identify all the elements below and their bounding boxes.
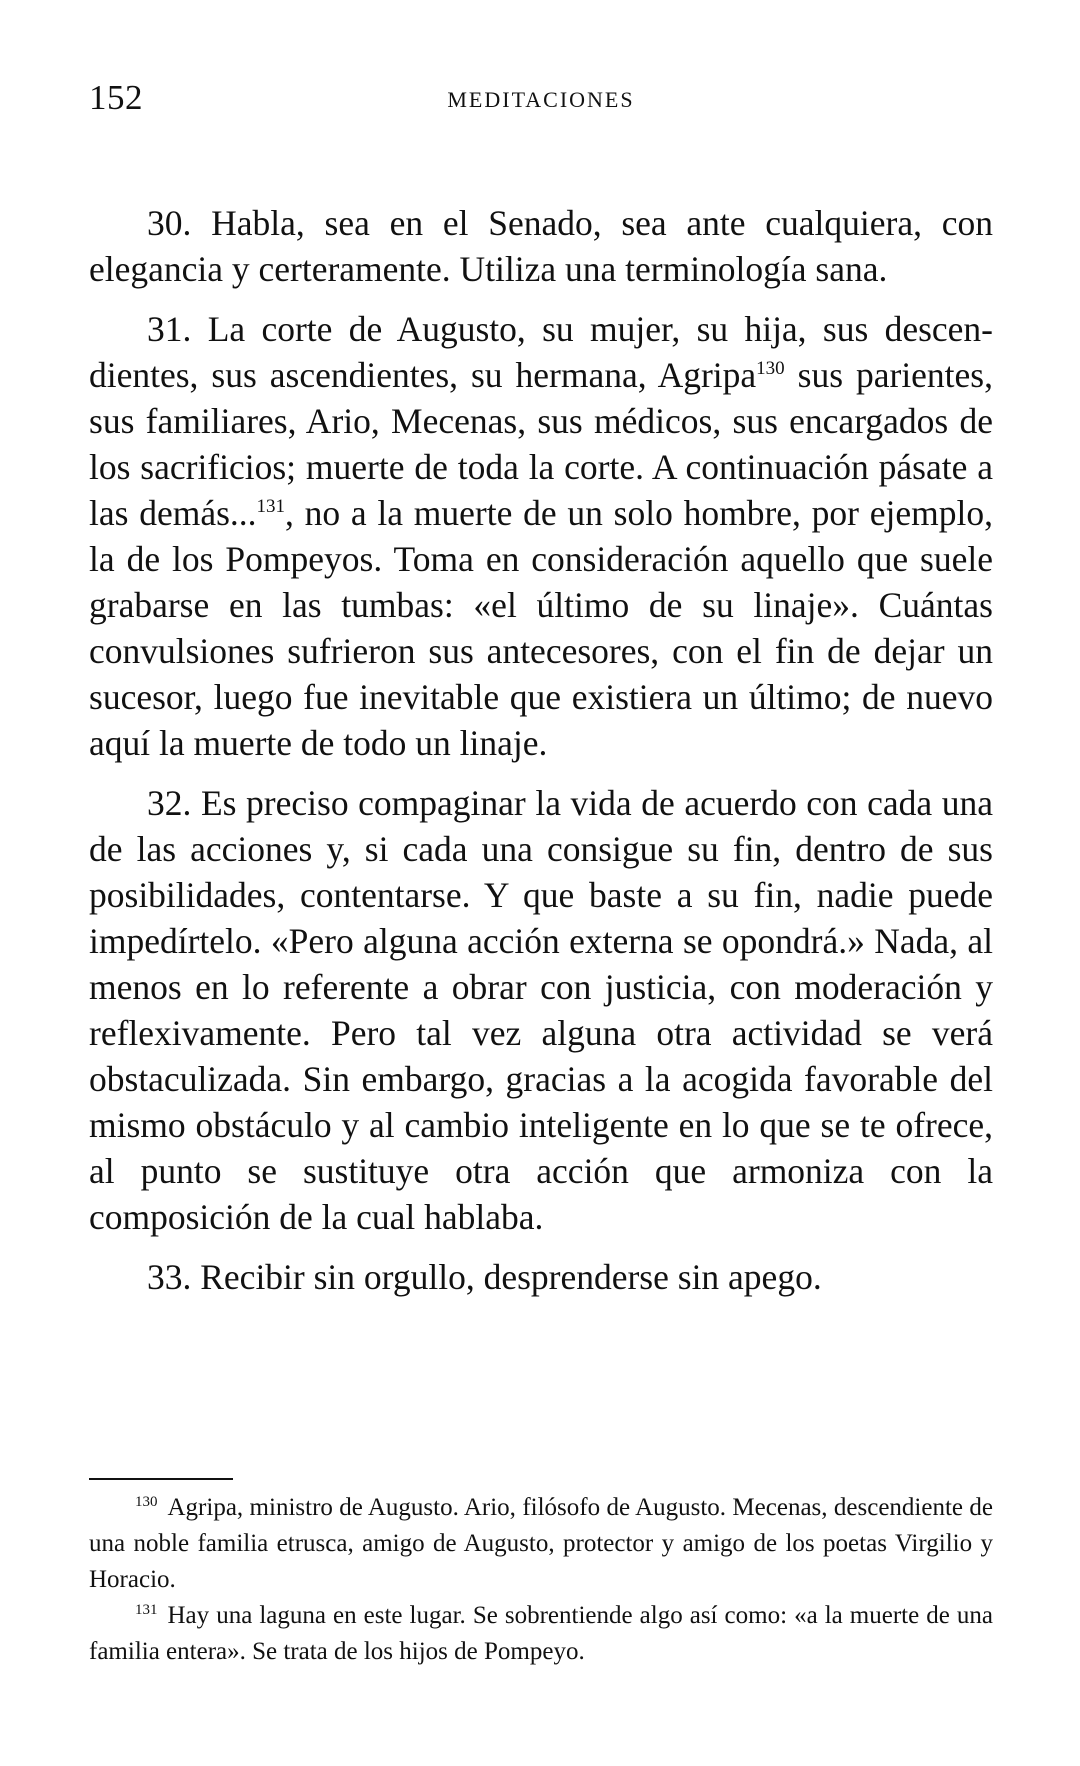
footnote-reference-130: 130 [756, 358, 785, 380]
footnote-reference-131: 131 [256, 496, 286, 518]
paragraph-33: 33. Recibir sin orgullo, desprenderse sin apego. [147, 1257, 822, 1297]
paragraph-31-part-a: 31. La corte de Augusto, su mujer, su hija, sus descendientes, sus ascendientes, su hermana, Agripa [89, 309, 993, 395]
paragraph-32: 32. Es preciso compaginar la vida de acuerdo con cada una de las acciones y, si cada una consigue su fin, dentro de sus posibilidades, contentarse. Y que baste a su fin, nadie puede impedírtelo. «Pero alguna acción externa se opondrá.» Nada, al menos en lo referente a obrar con justicia, con moderación y reflexivamente. Pero tal vez alguna otra actividad se verá obstaculizada. Sin embargo, gracias a la acogida favorable del mismo obstáculo y al cambio inteligente en lo que se te ofrece, al punto se sustituye otra acción que armoniza con la composición de la cual hablaba. [89, 783, 993, 1237]
footnote-130-text: Agripa, ministro de Augusto. Ario, filósofo de Augusto. Mecenas, descendiente de una noble familia etrusca, amigo de Augusto, protector y amigo de los poetas Virgilio y Horacio. [89, 1494, 993, 1593]
footnotes-section [89, 1490, 993, 1670]
running-title: MEDITACIONES [447, 87, 635, 112]
paragraph-30: 30. Habla, sea en el Senado, sea ante cualquiera, con elegancia y certeramente. Utiliza una terminología sana. [89, 203, 993, 289]
footnote-131-text: Hay una laguna en este lugar. Se sobrentiende algo así como: «a la muerte de una familia entera». Se trata de los hijos de Pompeyo. [89, 1602, 993, 1665]
paragraph-31-part-b: sus parientes, sus familiares, Ario, Mecenas, sus médicos, sus encargados de los sacrificios; muerte de toda la corte. A continuación pásate a las demás... [89, 355, 993, 533]
paragraph-31-part-c: , no a la muerte de un solo hombre, por ejemplo, la de los Pompeyos. Toma en consideración aquello que suele grabarse en las tumbas: «el último de su linaje». Cuántas convulsiones sufrieron sus antecesores, con el fin de dejar un sucesor, luego fue inevitable que existiera un último; de nuevo aquí la muerte de todo un linaje. [89, 493, 993, 763]
page-number: 152 [89, 78, 143, 117]
paragraph-31 [89, 306, 993, 766]
footnote-130 [89, 1490, 993, 1598]
footnote-mark-130: 130 [135, 1493, 158, 1510]
footnote-divider [89, 1478, 233, 1480]
footnote-131 [89, 1598, 993, 1670]
page-header [89, 78, 993, 128]
body-text [89, 200, 993, 1314]
footnote-mark-131: 131 [135, 1601, 158, 1618]
